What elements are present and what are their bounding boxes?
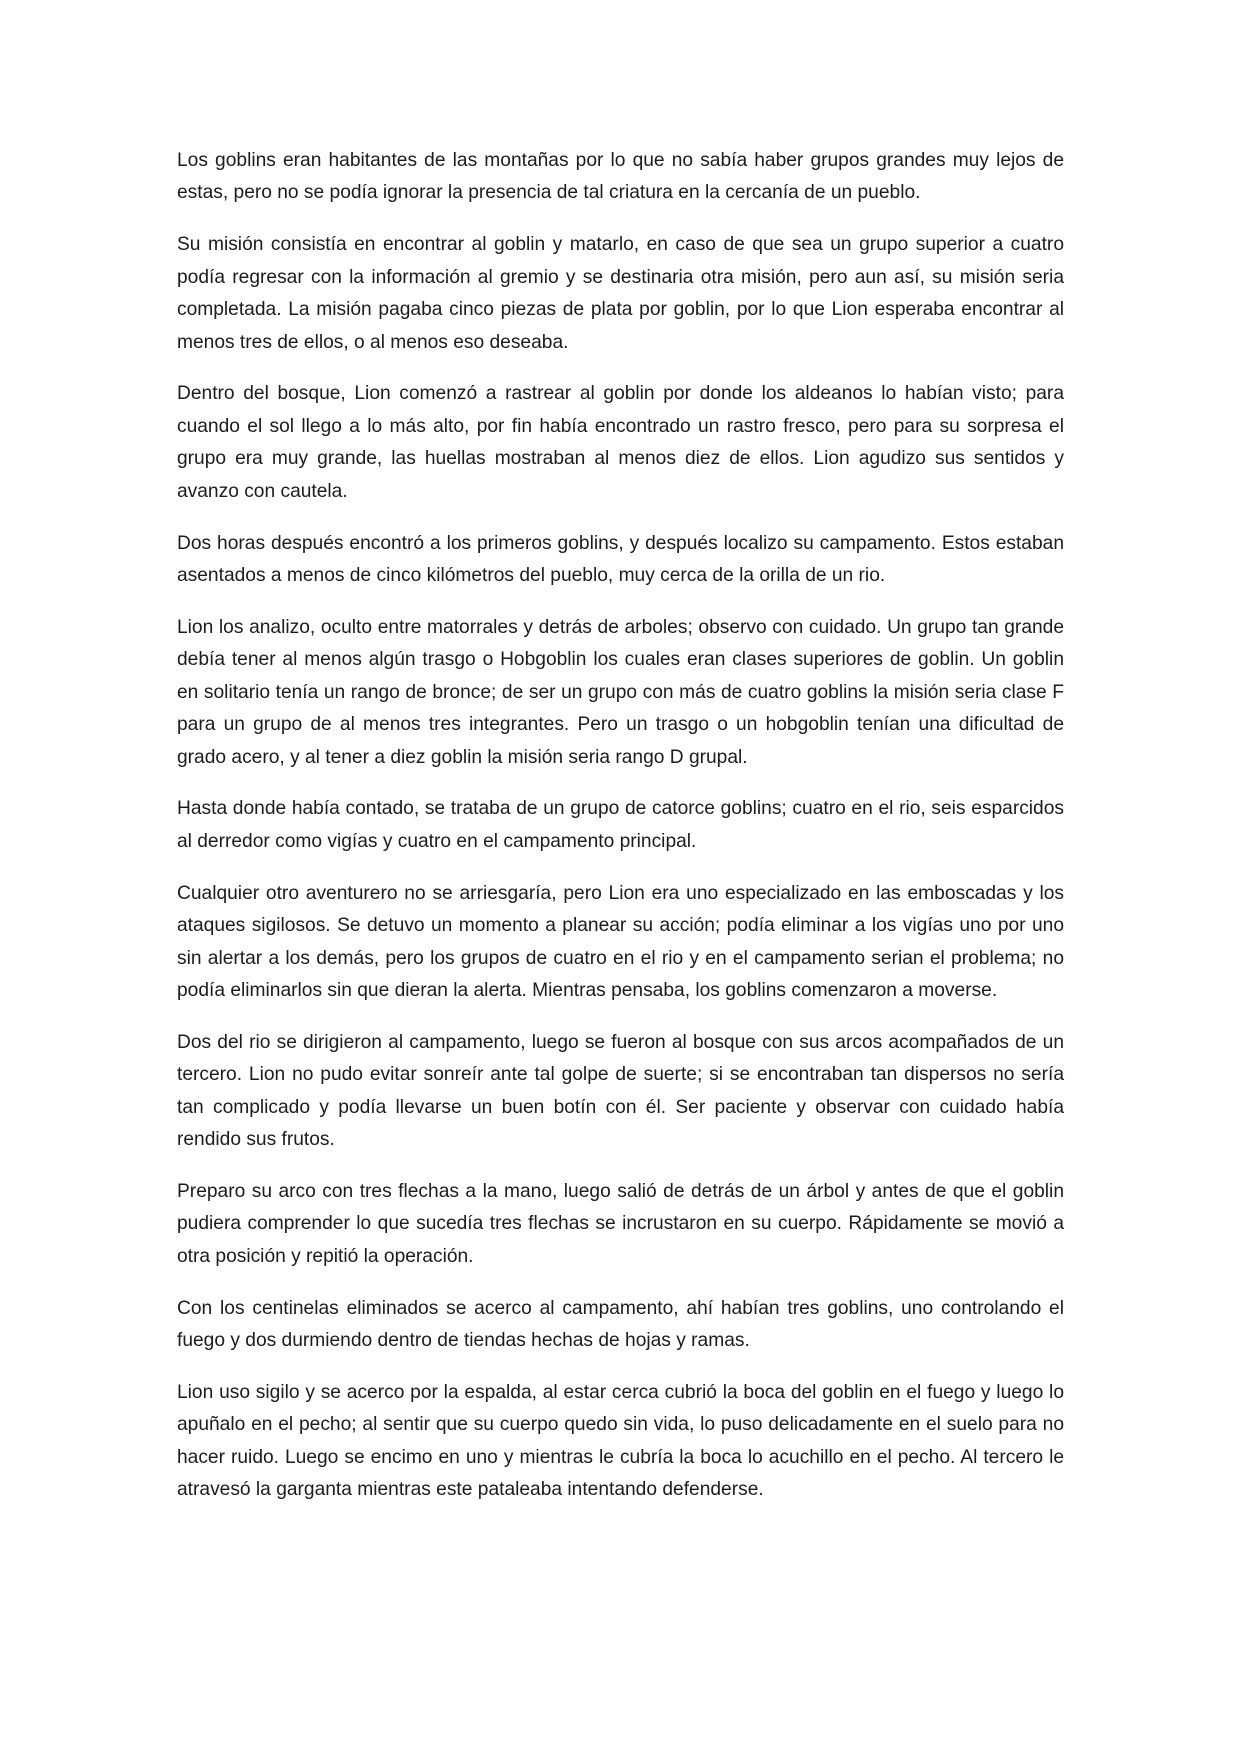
paragraph: Su misión consistía en encontrar al goblin y matarlo, en caso de que sea un grupo superior a cuatro podía regresar con la información al gremio y se destinaria otra misión, pero aun así, su misión seria completada. La misión pagaba cinco piezas de plata por goblin, por lo que Lion esperaba encontrar al menos tres de ellos, o al menos eso deseaba. <box>177 234 1064 353</box>
paragraph: Lion uso sigilo y se acerco por la espalda, al estar cerca cubrió la boca del goblin en el fuego y luego lo apuñalo en el pecho; al sentir que su cuerpo quedo sin vida, lo puso delicadamente en el suelo para no hacer ruido. Luego se encimo en uno y mientras le cubría la boca lo acuchillo en el pecho. Al tercero le atravesó la garganta mientras este pataleaba intentando defenderse. <box>177 1382 1064 1501</box>
document-page <box>177 145 1064 1526</box>
paragraph: Hasta donde había contado, se trataba de un grupo de catorce goblins; cuatro en el rio, seis esparcidos al derredor como vigías y cuatro en el campamento principal. <box>177 798 1064 852</box>
paragraph: Dentro del bosque, Lion comenzó a rastrear al goblin por donde los aldeanos lo habían visto; para cuando el sol llego a lo más alto, por fin había encontrado un rastro fresco, pero para su sorpresa el grupo era muy grande, las huellas mostraban al menos diez de ellos. Lion agudizo sus sentidos y avanzo con cautela. <box>177 383 1064 502</box>
paragraph: Preparo su arco con tres flechas a la mano, luego salió de detrás de un árbol y antes de que el goblin pudiera comprender lo que sucedía tres flechas se incrustaron en su cuerpo. Rápidamente se movió a otra posición y repitió la operación. <box>177 1180 1064 1267</box>
paragraph: Dos del rio se dirigieron al campamento, luego se fueron al bosque con sus arcos acompañados de un tercero. Lion no pudo evitar sonreír ante tal golpe de suerte; si se encontraban tan dispersos no sería tan complicado y podía llevarse un buen botín con él. Ser paciente y observar con cuidado había rendido sus frutos. <box>177 1031 1064 1151</box>
paragraph: Lion los analizo, oculto entre matorrales y detrás de arboles; observo con cuidado. Un grupo tan grande debía tener al menos algún trasgo o Hobgoblin los cuales eran clases superiores de goblin. Un goblin en solitario tenía un rango de bronce; de ser un grupo con más de cuatro goblins la misión seria clase F para un grupo de al menos tres integrantes. Pero un trasgo o un hobgoblin tenían una dificultad de grado acero, y al tener a diez goblin la misión seria rango D grupal. <box>177 616 1064 768</box>
paragraph: Dos horas después encontró a los primeros goblins, y después localizo su campamento. Estos estaban asentados a menos de cinco kilómetros del pueblo, muy cerca de la orilla de un rio. <box>177 532 1064 586</box>
paragraph: Cualquier otro aventurero no se arriesgaría, pero Lion era uno especializado en las emboscadas y los ataques sigilosos. Se detuvo un momento a planear su acción; podía eliminar a los vigías uno por uno sin alertar a los demás, pero los grupos de cuatro en el rio y en el campamento serian el problema; no podía eliminarlos sin que dieran la alerta. Mientras pensaba, los goblins comenzaron a moverse. <box>177 882 1064 1001</box>
paragraph: Los goblins eran habitantes de las montañas por lo que no sabía haber grupos grandes muy lejos de estas, pero no se podía ignorar la presencia de tal criatura en la cercanía de un pueblo. <box>177 150 1064 204</box>
paragraph: Con los centinelas eliminados se acerco al campamento, ahí habían tres goblins, uno controlando el fuego y dos durmiendo dentro de tiendas hechas de hojas y ramas. <box>177 1297 1064 1352</box>
